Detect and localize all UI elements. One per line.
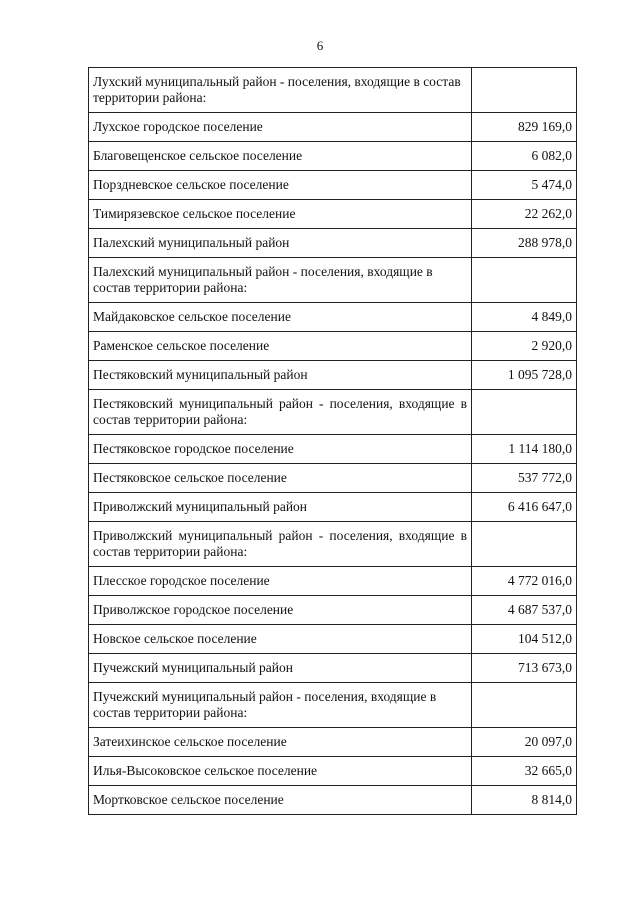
settlement-name-cell: Приволжское городское поселение <box>89 596 472 625</box>
amount-cell <box>472 68 577 113</box>
amount-cell <box>472 390 577 435</box>
settlement-name-cell: Лухское городское поселение <box>89 113 472 142</box>
settlement-name-cell: Мортковское сельское поселение <box>89 786 472 815</box>
settlement-name-cell: Затеихинское сельское поселение <box>89 728 472 757</box>
table-group-header-row <box>89 390 577 435</box>
settlement-name-cell: Приволжский муниципальный район - поселения, входящие в состав территории района: <box>89 522 472 567</box>
amount-cell: 6 416 647,0 <box>472 493 577 522</box>
table-row <box>89 200 577 229</box>
table-row <box>89 654 577 683</box>
table-group-header-row <box>89 68 577 113</box>
settlement-name-cell: Плесское городское поселение <box>89 567 472 596</box>
amount-cell: 5 474,0 <box>472 171 577 200</box>
table-row <box>89 303 577 332</box>
amount-cell: 1 114 180,0 <box>472 435 577 464</box>
table-row <box>89 625 577 654</box>
table-row <box>89 596 577 625</box>
settlement-name-cell: Благовещенское сельское поселение <box>89 142 472 171</box>
table-row <box>89 464 577 493</box>
table-row <box>89 728 577 757</box>
table-row <box>89 786 577 815</box>
budget-table-body <box>89 68 577 815</box>
amount-cell: 537 772,0 <box>472 464 577 493</box>
amount-cell: 4 849,0 <box>472 303 577 332</box>
table-row <box>89 171 577 200</box>
table-row <box>89 229 577 258</box>
amount-cell: 6 082,0 <box>472 142 577 171</box>
settlement-name-cell: Майдаковское сельское поселение <box>89 303 472 332</box>
amount-cell: 288 978,0 <box>472 229 577 258</box>
amount-cell: 20 097,0 <box>472 728 577 757</box>
table-row <box>89 113 577 142</box>
settlement-name-cell: Пестяковский муниципальный район <box>89 361 472 390</box>
amount-cell: 32 665,0 <box>472 757 577 786</box>
settlement-name-cell: Илья-Высоковское сельское поселение <box>89 757 472 786</box>
amount-cell: 713 673,0 <box>472 654 577 683</box>
table-row <box>89 757 577 786</box>
settlement-name-cell: Пестяковское городское поселение <box>89 435 472 464</box>
amount-cell: 829 169,0 <box>472 113 577 142</box>
settlement-name-cell: Тимирязевское сельское поселение <box>89 200 472 229</box>
settlement-name-cell: Пучежский муниципальный район <box>89 654 472 683</box>
amount-cell: 22 262,0 <box>472 200 577 229</box>
amount-cell: 104 512,0 <box>472 625 577 654</box>
table-row <box>89 493 577 522</box>
settlement-name-cell: Лухский муниципальный район - поселения, входящие в состав территории района: <box>89 68 472 113</box>
table-row <box>89 142 577 171</box>
settlement-name-cell: Палехский муниципальный район - поселения, входящие в состав территории района: <box>89 258 472 303</box>
settlement-name-cell: Раменское сельское поселение <box>89 332 472 361</box>
table-group-header-row <box>89 683 577 728</box>
settlement-name-cell: Новское сельское поселение <box>89 625 472 654</box>
amount-cell <box>472 258 577 303</box>
page-number: 6 <box>316 38 324 53</box>
budget-table <box>88 67 577 815</box>
amount-cell: 4 772 016,0 <box>472 567 577 596</box>
amount-cell: 4 687 537,0 <box>472 596 577 625</box>
amount-cell <box>472 522 577 567</box>
table-row <box>89 435 577 464</box>
settlement-name-cell: Пестяковское сельское поселение <box>89 464 472 493</box>
amount-cell: 2 920,0 <box>472 332 577 361</box>
settlement-name-cell: Палехский муниципальный район <box>89 229 472 258</box>
table-row <box>89 332 577 361</box>
amount-cell: 1 095 728,0 <box>472 361 577 390</box>
settlement-name-cell: Пестяковский муниципальный район - поселения, входящие в состав территории района: <box>89 390 472 435</box>
settlement-name-cell: Приволжский муниципальный район <box>89 493 472 522</box>
table-group-header-row <box>89 258 577 303</box>
table-row <box>89 567 577 596</box>
table-group-header-row <box>89 522 577 567</box>
table-row <box>89 361 577 390</box>
amount-cell <box>472 683 577 728</box>
settlement-name-cell: Порздневское сельское поселение <box>89 171 472 200</box>
amount-cell: 8 814,0 <box>472 786 577 815</box>
settlement-name-cell: Пучежский муниципальный район - поселения, входящие в состав территории района: <box>89 683 472 728</box>
